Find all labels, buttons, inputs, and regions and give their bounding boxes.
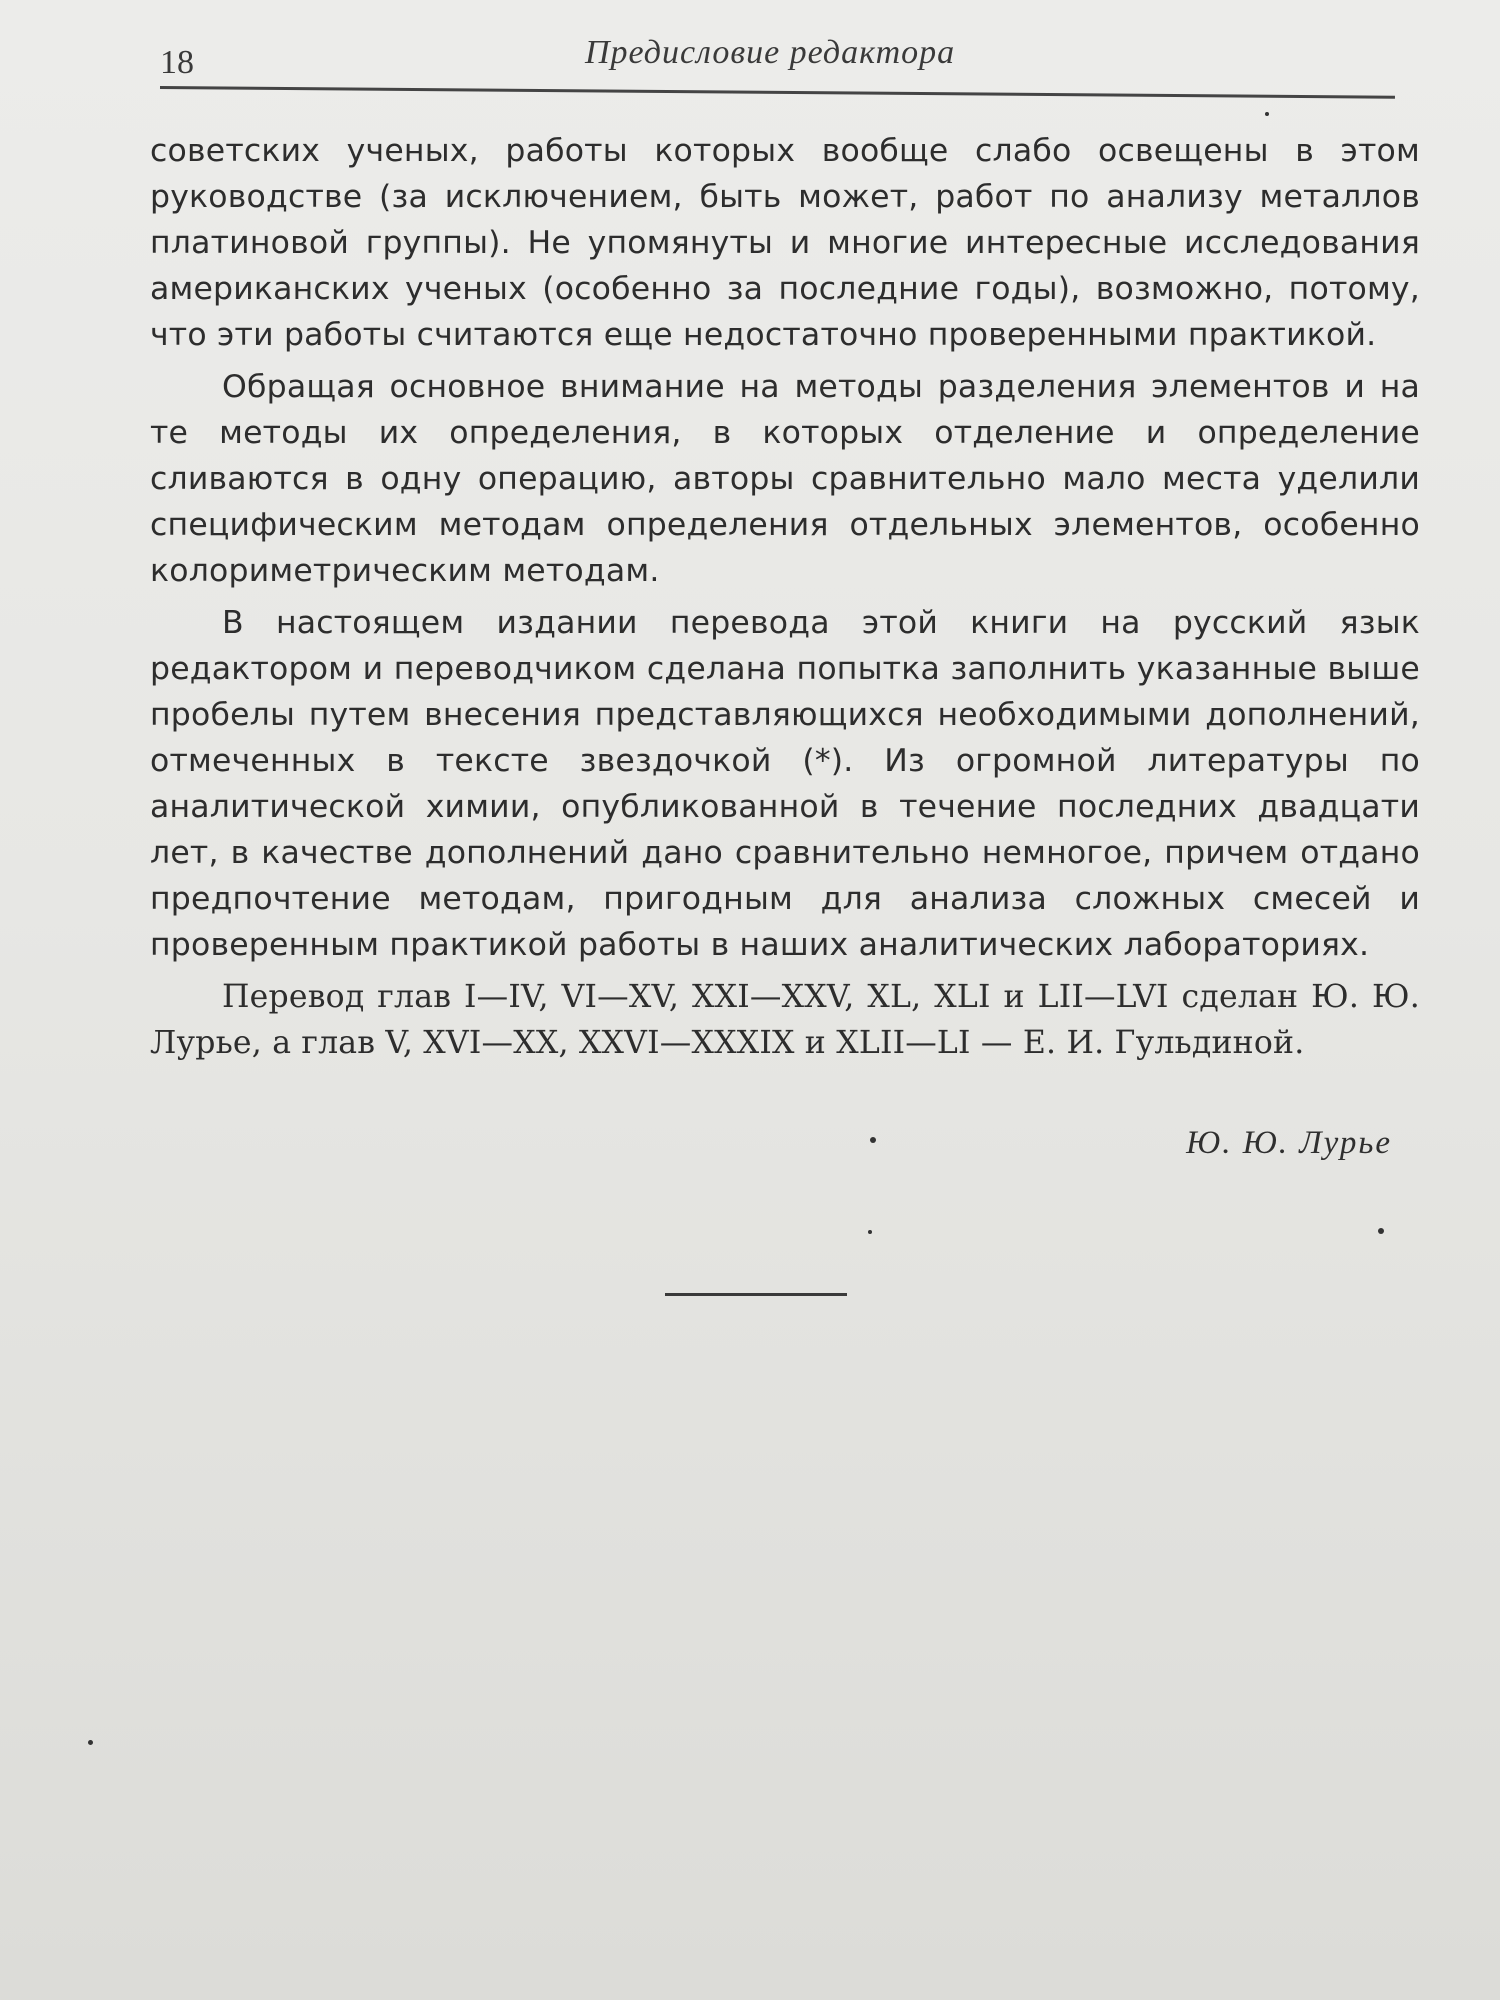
body-text [150, 128, 1420, 1072]
print-speck [88, 1740, 93, 1745]
paragraph-translators: Перевод глав I—IV, VI—XV, XXI—XXV, XL, XLI и LII—LVI сделан Ю. Ю. Лурье, а глав V, XVI—XX, XXVI—XXXIX и XLII—LI — Е. И. Гульдиной. [150, 979, 1420, 1061]
editor-signature: Ю. Ю. Лурье [1186, 1125, 1392, 1161]
print-speck [1265, 112, 1269, 116]
print-speck [870, 1137, 876, 1143]
running-title: Предисловие редактора [585, 34, 956, 71]
print-speck [1378, 1228, 1384, 1234]
paragraph-1: советских ученых, работы которых вообще слабо освещены в этом руководстве (за исключением, быть может, работ по анализу металлов платиновой группы). Не упомянуты и многие интересные исследования американских ученых (особенно за последние годы), возможно, потому, что эти работы считаются еще недостаточно проверенными практикой. [150, 133, 1420, 353]
print-speck [868, 1230, 872, 1234]
paragraph-2: Обращая основное внимание на методы разделения элементов и на те методы их определения, в которых отделение и определение сливаются в одну операцию, авторы сравнительно мало места уделили специфическим методам определения отдельных элементов, особенно колориметрическим методам. [150, 369, 1420, 589]
page-number: 18 [160, 44, 194, 81]
paragraph-3: В настоящем издании перевода этой книги на русский язык редактором и переводчиком сделана попытка заполнить указанные выше пробелы путем внесения представляющихся необходимыми дополнений, отмеченных в тексте звездочкой (*). Из огромной литературы по аналитической химии, опубликованной в течение последних двадцати лет, в качестве дополнений дано сравнительно немногое, причем отдано предпочтение методам, пригодным для анализа сложных смесей и проверенным практикой работы в наших аналитических лабораториях. [150, 605, 1420, 963]
running-head [160, 34, 1395, 94]
end-rule [665, 1293, 847, 1296]
